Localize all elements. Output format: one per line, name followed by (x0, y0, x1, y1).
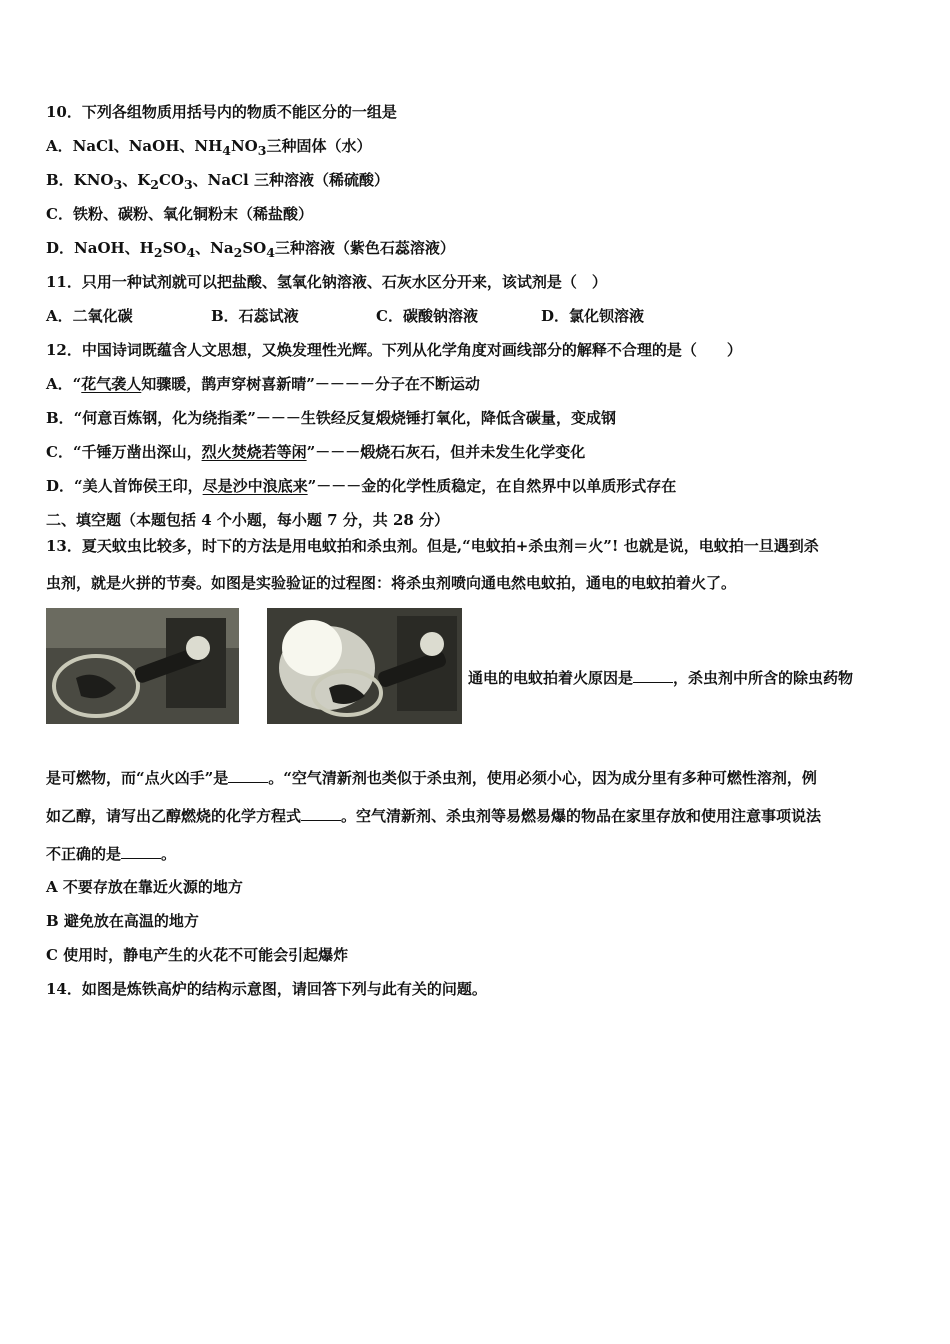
q11-options (46, 306, 644, 326)
answer-blank-2[interactable] (228, 768, 268, 783)
q12-option-a: A．“花气袭人知骤暖，鹊声穿树喜新晴”－－－－分子在不断运动 (46, 375, 480, 393)
q11-stem: 11．只用一种试剂就可以把盐酸、氢氧化钠溶液、石灰水区分开来，该试剂是（ ） (46, 273, 607, 291)
q13-option-c: C 使用时，静电产生的火花不可能会引起爆炸 (46, 946, 349, 964)
q13-option-b: B 避免放在高温的地方 (46, 912, 199, 930)
q11-option-d: D．氯化钡溶液 (541, 307, 645, 325)
q13-line-4: 如乙醇，请写出乙醇燃烧的化学方程式 。空气清新剂、杀虫剂等易燃易爆的物品在家里存放和使用注意事项说法 (46, 807, 822, 825)
q12-option-d: D．“美人首饰侯王印，尽是沙中浪底来”－－－金的化学性质稳定，在自然界中以单质形式存在 (46, 477, 677, 495)
q13-line-2: 虫剂，就是火拼的节奏。如图是实验验证的过程图：将杀虫剂喷向通电然电蚊拍，通电的电蚊拍着火了。 (46, 574, 737, 592)
q13-line-5: 不正确的是 。 (46, 845, 177, 863)
q13-option-a: A 不要存放在靠近火源的地方 (46, 878, 243, 896)
q10-stem: 10．下列各组物质用括号内的物质不能区分的一组是 (46, 103, 397, 121)
q14-stem: 14．如图是炼铁高炉的结构示意图，请回答下列与此有关的问题。 (46, 980, 487, 998)
q10-option-b: B．$KNO_3$、$K_2CO_3$、NaCl 三种溶液（稀硫酸） (46, 171, 389, 192)
q10-option-c: C．铁粉、碳粉、氧化铜粉末（稀盐酸） (46, 205, 313, 223)
q12-stem: 12．中国诗词既蕴含人文思想，又焕发理性光辉。下列从化学角度对画线部分的解释不合理的是（ ） (46, 341, 742, 359)
q13-line-3: 是可燃物，而“点火凶手”是 。“空气清新剂也类似于杀虫剂，使用必须小心，因为成分里有多种可燃性溶剂，例 (46, 769, 817, 787)
answer-blank-3[interactable] (301, 806, 341, 821)
q13-line-1: 13．夏天蚊虫比较多，时下的方法是用电蚊拍和杀虫剂。但是,“电蚊拍+杀虫剂＝火”! 也就是说，电蚊拍一旦遇到杀 (46, 537, 819, 555)
zapper-photo-fire (267, 608, 462, 724)
q10-option-d: D．NaOH、$H_2SO_4$、$Na_2SO_4$三种溶液（紫色石蕊溶液） (46, 239, 455, 260)
section-heading: 二、填空题（本题包括 4 个小题，每小题 7 分，共 28 分） (46, 511, 450, 529)
q11-option-c: C．碳酸钠溶液 (376, 307, 478, 325)
q11-option-a: A．二氧化碳 (46, 307, 133, 325)
answer-blank-1[interactable] (633, 668, 673, 683)
q12-option-b: B．“何意百炼钢，化为绕指柔”－－－生铁经反复煅烧锤打氧化，降低含碳量，变成钢 (46, 409, 616, 427)
q10-option-a: A．NaCl、NaOH、$NH_4NO_3$三种固体（水） (46, 137, 372, 158)
q12-option-c: C．“千锤万凿出深山，烈火焚烧若等闲”－－－煅烧石灰石，但并未发生化学变化 (46, 443, 586, 461)
q11-option-b: B．石蕊试液 (211, 307, 299, 325)
answer-blank-4[interactable] (121, 844, 161, 859)
zapper-photo-before (46, 608, 239, 724)
q13-side-text: 通电的电蚊拍着火原因是 ，杀虫剂中所含的除虫药物 (468, 669, 854, 687)
